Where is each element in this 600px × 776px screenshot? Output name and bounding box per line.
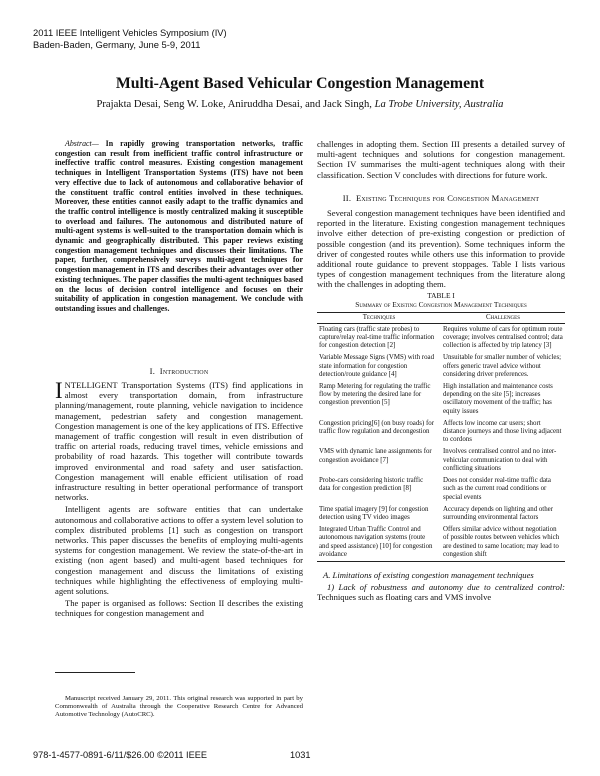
table-row <box>317 323 565 352</box>
table-cell: High installation and maintenance costs depending on the site [5]; increases oscillatory movement of the traffic; has equity issues <box>443 383 553 415</box>
techniques-table <box>317 312 565 562</box>
section-heading-introduction <box>55 366 303 376</box>
intro-paragraph-2: Intelligent agents are software entities that can undertake autonomous and collaborative actions to offer a system level solution to complex distributed problems [1] such as congestion on transport networks. This paper discusses the benefits of employing multi-agents systems for congestion management. We review the state-of-the-art in existing (non agent based) and multi-agent based techniques for congestion management and discuss the limitations of existing techniques while highlighting the effectiveness of employing multi-agent solutions. <box>55 504 303 597</box>
table-cell: VMS with dynamic lane assignments for congestion avoidance [7] <box>319 448 432 464</box>
table-label: TABLE I <box>427 290 455 300</box>
table-row <box>317 446 565 475</box>
table-header-row <box>317 312 565 323</box>
abstract <box>55 139 303 314</box>
table-cell: Requires volume of cars for optimum route coverage; involves centralised control; data collection is affected by trip latency [3] <box>443 325 563 350</box>
footnote: Manuscript received January 29, 2011. This original research was supported in part by Commonwealth of Australia through the Cooperative Research Centre for Advanced Automotive Technology (AutoCRC). <box>55 695 303 718</box>
table-cell: Floating cars (traffic state probes) to capture/relay real-time traffic information for congestion detection [2] <box>319 325 435 350</box>
subsubsection-text: Techniques such as floating cars and VMS involve <box>317 592 492 603</box>
author-line <box>0 99 600 110</box>
right-column <box>317 139 565 603</box>
table-cell: Does not consider real-time traffic data such as the current road conditions or special events <box>443 477 551 501</box>
page-number: 1031 <box>290 750 311 760</box>
table-header-cell: Techniques <box>317 312 441 323</box>
section-number: II. <box>342 192 352 203</box>
footnote-rule <box>55 672 135 673</box>
table-cell: Ramp Metering for regulating the traffic flow by metering the desired lane for congestion prevention [5] <box>319 383 431 407</box>
abstract-lead: Abstract— <box>65 139 99 148</box>
authors: Prajakta Desai, Seng W. Loke, Aniruddha Desai, and Jack Singh, <box>96 99 372 110</box>
table-cell: Unsuitable for smaller number of vehicles; offers generic travel advice without considering driver preferences. <box>443 354 562 378</box>
table-title: Summary of Existing Congestion Management Techniques <box>355 299 527 309</box>
table-row <box>317 381 565 418</box>
table-row <box>317 418 565 447</box>
table-row <box>317 352 565 381</box>
intro-paragraph-1: NTELLIGENT Transportation Systems (ITS) find applications in almost every transportation domain, from infrastructure planning/management, route planning, vehicle navigation to incidence management, pedestrian safety and congestion management. Congestion management is one of the key applications of ITS. Effective management of traffic congestion will result in even distribution of traffic on arterial roads, reducing travel times, vehicle emissions and probability of road hazards. This together will contribute towards improved environmental and road safety and user satisfaction. Congestion management will enable efficient utilisation of road infrastructure resulting in better operational performance of transport networks. <box>55 380 303 503</box>
table-row <box>317 524 565 561</box>
section-title: Introduction <box>159 366 209 376</box>
section-number: I. <box>149 366 156 376</box>
table-cell: Affects low income car users; short distance journeys and those living adjacent to cordons <box>443 419 562 444</box>
subsection-heading-limitations: A. Limitations of existing congestion management techniques <box>323 569 534 580</box>
section-heading-existing-techniques <box>317 193 565 203</box>
section-2-paragraph: Several congestion management techniques have been identified and reported in the literature. Existing congestion management techniques involve either detection of pre-existing congestion or prediction of possible congestion (and its prevention). Some techniques inform the driver of congested routes while others use this information to provide additional route guidance to prevent stoppages. Table I lists various types of congestion management techniques from the literature along with the challenges in adopting them. <box>317 208 565 290</box>
table-cell: Probe-cars considering historic traffic data for congestion prediction [8] <box>319 477 424 493</box>
table-row <box>317 504 565 524</box>
table-cell: Involves centralised control and no inter-vehicular communication to deal with conflicting situations <box>443 448 557 472</box>
intro-continuation: challenges in adopting them. Section III presents a detailed survey of multi-agent techniques and solutions for congestion management. Section IV summarises the multi-agent techniques along with their classification. Section V concludes with directions for future work. <box>317 139 565 180</box>
subsubsection-paragraph <box>317 582 565 602</box>
drop-cap: I <box>55 378 63 403</box>
table-row <box>317 475 565 504</box>
abstract-text: In rapidly growing transportation networks, traffic congestion can result from inefficient traffic control infrastructure or ineffective traffic control measures. Existing congestion management techniques in Intelligent Transportation Systems (ITS) have not been very effective due to lack of autonomous and collaborative behavior of the constituent traffic control entities involved in these techniques. Moreover, these entities cannot easily adapt to the traffic dynamics and the traffic control intelligence is mostly centralized making it susceptible to overload and failures. The autonomous and distributed nature of multi-agent systems is well-suited to the transportation domain which is dynamic and geographically distributed. This paper reviews existing congestion management techniques and discusses their limitations. The paper, further, comprehensively surveys multi-agent techniques for congestion management in ITS and describes their advantages over other existing techniques. The paper classifies the multi-agent techniques based on the locus of decision control intelligence and focuses on their suitability of application in congestion management. We conclude with outstanding issues and challenges. <box>55 139 303 313</box>
conference-line: 2011 IEEE Intelligent Vehicles Symposium (IV) <box>33 27 227 38</box>
affiliation: La Trobe University, Australia <box>374 99 504 110</box>
paper-title: Multi-Agent Based Vehicular Congestion Management <box>115 75 485 92</box>
table-cell: Time spatial imagery [9] for congestion detection using TV video images <box>319 505 429 521</box>
subsubsection-heading: 1) Lack of robustness and autonomy due to centralized control: <box>327 582 565 593</box>
conference-location: Baden-Baden, Germany, June 5-9, 2011 <box>33 39 201 50</box>
table-cell: Offers similar advice without negotiation of possible routes between vehicles which are destined to same location; may lead to congestion shift <box>443 526 560 558</box>
table-header-cell: Challenges <box>441 312 565 323</box>
introduction-body <box>55 380 303 619</box>
section-title: Existing Techniques for Congestion Management <box>355 192 540 203</box>
table-cell: Integrated Urban Traffic Control and autonomous navigation systems (route and speed assistance) [10] for congestion avoidance <box>319 526 433 558</box>
isbn-line: 978-1-4577-0891-6/11/$26.00 ©2011 IEEE <box>33 750 207 760</box>
table-cell: Variable Message Signs (VMS) with road state information for congestion detection/route guidance [4] <box>319 354 435 378</box>
intro-paragraph-3: The paper is organised as follows: Section II describes the existing techniques for congestion management and <box>55 598 303 619</box>
table-cell: Congestion pricing[6] (on busy roads) for traffic flow regulation and decongestion <box>319 419 435 436</box>
table-cell: Accuracy depends on lighting and other surrounding environmental factors <box>443 505 554 521</box>
